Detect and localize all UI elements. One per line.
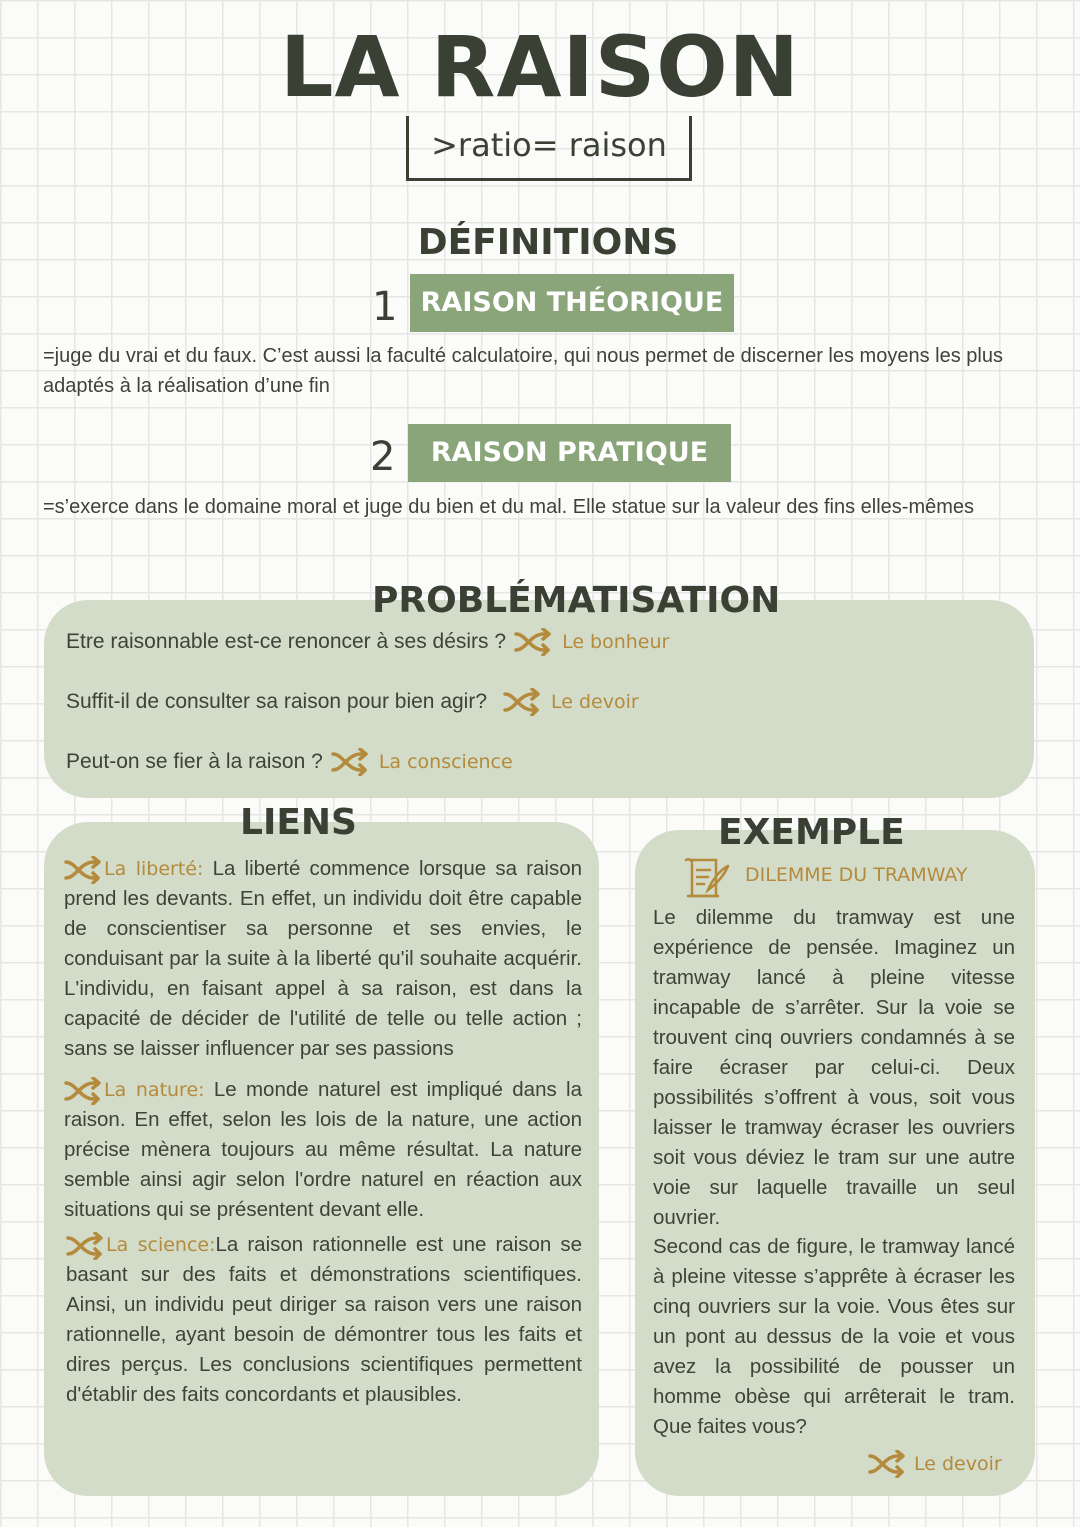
shuffle-icon	[331, 748, 371, 776]
definition-label-2: RAISON PRATIQUE	[408, 424, 731, 482]
question-link: Le devoir	[551, 691, 639, 713]
shuffle-icon	[66, 1232, 106, 1260]
page-title: LA RAISON	[280, 18, 800, 116]
exemple-text-2: Second cas de figure, le tramway lancé à pleine vitesse s’apprête à écraser les cinq ouvriers sur la voie. Vous êtes sur un pont au dessus de la voie et vous avez la possibilité de pousser un homme obèse qui arrêterait le tram. Que faites vous?	[653, 1235, 1015, 1438]
lien-label: La liberté:	[104, 858, 204, 880]
question-1	[66, 628, 669, 656]
shuffle-icon	[503, 688, 543, 716]
definitions-heading: DÉFINITIONS	[417, 222, 679, 263]
question-3	[66, 748, 513, 776]
exemple-heading: EXEMPLE	[718, 812, 905, 853]
problematisation-heading: PROBLÉMATISATION	[372, 580, 781, 621]
shuffle-icon	[64, 856, 104, 884]
question-link: La conscience	[378, 751, 513, 773]
definition-text-2: =s’exerce dans le domaine moral et juge du bien et du mal. Elle statue sur la valeur des fins elles-mêmes	[43, 496, 975, 518]
definition-text-1: =juge du vrai et du faux. C’est aussi la faculté calculatoire, qui nous permet de discerner les moyens les plus adaptés à la réalisation d’une fin	[43, 345, 1003, 397]
lien-nature	[64, 1075, 582, 1225]
lien-label: La science:	[106, 1234, 216, 1256]
subtitle: >ratio= raison	[406, 116, 692, 181]
lien-text: La raison rationnelle est une raison se basant sur des faits et démonstrations scientifiques. Ainsi, un individu peut diriger sa raison vers une raison rationnelle, ayant besoin de démontrer tous les faits et dires perçus. Les conclusions scientifiques permettent d'établir des faits concordants et plausibles.	[66, 1233, 582, 1406]
definition-label-1: RAISON THÉORIQUE	[410, 274, 734, 332]
exemple-link-label: Le devoir	[914, 1453, 1002, 1475]
question-link: Le bonheur	[562, 631, 670, 653]
question-2	[66, 688, 639, 716]
scroll-quill-icon	[682, 856, 732, 900]
lien-text: La liberté commence lorsque sa raison prend les devants. En effet, un individu doit être capable de conscientiser sa personne et ses envies, le conduisant par la suite à la liberté qu'il souhaite acquérir. L'individu, en faisant appel à sa raison, est dans la capacité de décider de l'utilité de telle ou telle action ; sans se laisser influencer par ses passions	[64, 857, 582, 1060]
lien-liberte	[64, 854, 582, 1064]
lien-label: La nature:	[104, 1079, 205, 1101]
exemple-text-1: Le dilemme du tramway est une expérience de pensée. Imaginez un tramway lancé à pleine vitesse incapable de s’arrêter. Sur la voie se trouvent cinq ouvriers condamnés à se faire écraser par celui-ci. Deux possibilités s’offrent à vous, soit vous laisser le tramway écraser les ouvriers soit vous déviez le tram sur une autre voie sur laquelle travaille un seul ouvrier.	[653, 906, 1015, 1229]
definition-number-2: 2	[370, 434, 396, 480]
lien-science	[66, 1230, 582, 1410]
shuffle-icon	[514, 628, 554, 656]
definition-number-1: 1	[372, 284, 398, 330]
lien-text: Le monde naturel est impliqué dans la raison. En effet, selon les lois de la nature, une action précise mènera toujours au même résultat. La nature semble ainsi agir selon l'ordre naturel en réaction aux situations qui se présentent devant elle.	[64, 1078, 582, 1221]
question-text: Peut-on se fier à la raison ?	[66, 750, 323, 773]
question-text: Suffit-il de consulter sa raison pour bien agir?	[66, 690, 488, 713]
shuffle-icon	[868, 1450, 908, 1478]
exemple-link	[868, 1450, 1002, 1478]
liens-heading: LIENS	[240, 802, 357, 843]
exemple-subheading: DILEMME DU TRAMWAY	[745, 864, 968, 886]
shuffle-icon	[64, 1077, 104, 1105]
question-text: Etre raisonnable est-ce renoncer à ses désirs ?	[66, 630, 507, 653]
